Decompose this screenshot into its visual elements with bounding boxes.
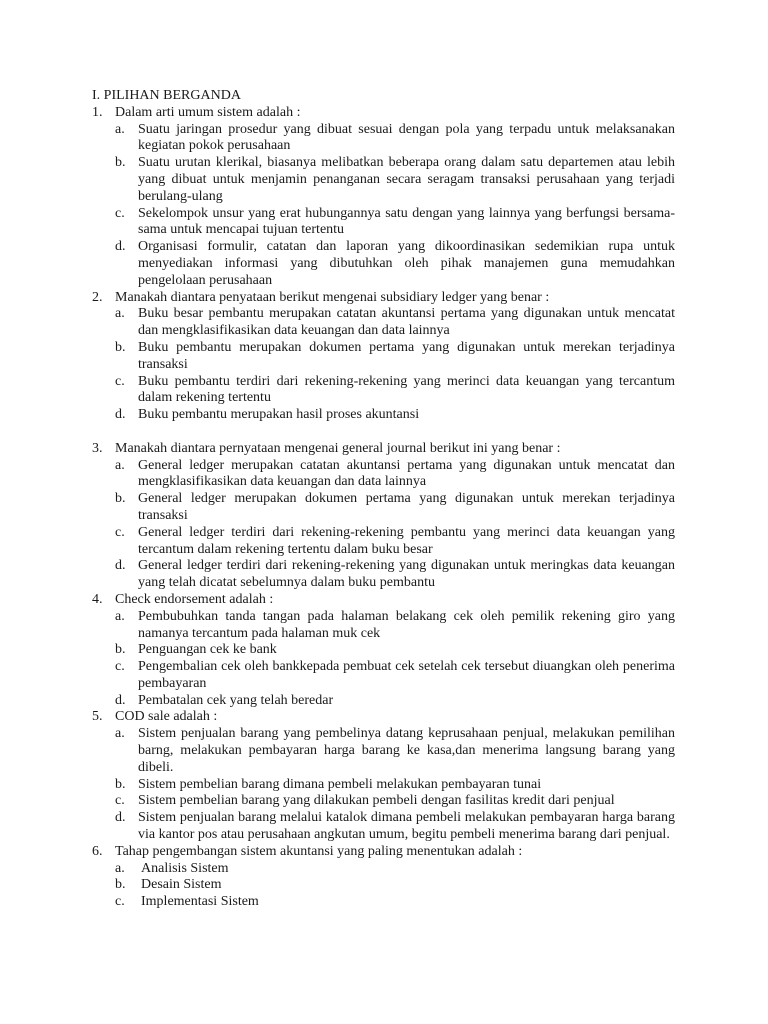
question-stem xyxy=(92,709,675,726)
answer-option xyxy=(115,122,675,156)
option-text: Buku besar pembantu merupakan catatan akuntansi pertama yang digunakan untuk mencatat dan mengklasifikasikan data keuangan dan data lainnya xyxy=(138,306,675,339)
question-number: 5. xyxy=(92,709,103,725)
option-text: Buku pembantu merupakan dokumen pertama yang digunakan untuk merekan terjadinya transaksi xyxy=(138,339,675,372)
answer-option xyxy=(115,374,675,408)
answer-option xyxy=(115,642,675,659)
answer-option xyxy=(115,306,675,340)
answer-option xyxy=(115,609,675,643)
question-number: 4. xyxy=(92,591,103,607)
answer-option xyxy=(115,239,675,289)
option-letter: c. xyxy=(115,793,125,809)
answer-option xyxy=(115,491,675,525)
answer-option xyxy=(115,458,675,492)
option-text: Penguangan cek ke bank xyxy=(138,642,277,658)
option-text: Sistem pembelian barang dimana pembeli melakukan pembayaran tunai xyxy=(138,776,542,792)
option-letter: d. xyxy=(115,692,126,708)
question-number: 1. xyxy=(92,104,103,120)
question-text: Manakah diantara pernyataan mengenai general journal berikut ini yang benar : xyxy=(115,440,561,456)
question-text: Check endorsement adalah : xyxy=(115,591,274,607)
question-text: Tahap pengembangan sistem akuntansi yang paling menentukan adalah : xyxy=(115,843,523,859)
answer-option xyxy=(115,810,675,844)
question-item xyxy=(92,844,675,911)
question-text: COD sale adalah : xyxy=(115,709,218,725)
answer-option xyxy=(115,894,675,911)
option-letter: a. xyxy=(115,608,125,624)
answer-option xyxy=(115,861,675,878)
answer-option xyxy=(115,777,675,794)
option-text: Implementasi Sistem xyxy=(141,894,259,910)
option-letter: c. xyxy=(115,894,125,910)
question-item xyxy=(92,441,675,592)
option-letter: a. xyxy=(115,121,125,137)
document-body xyxy=(92,88,675,911)
question-item xyxy=(92,290,675,424)
option-text: Pembatalan cek yang telah beredar xyxy=(138,692,334,708)
option-text: Sekelompok unsur yang erat hubungannya satu dengan yang lainnya yang berfungsi bersama-sama untuk mencapai tujuan tertentu xyxy=(138,205,675,238)
question-stem xyxy=(92,441,675,458)
section-title: I. PILIHAN BERGANDA xyxy=(92,88,241,103)
option-letter: c. xyxy=(115,524,125,540)
question-list xyxy=(92,105,675,911)
option-text: General ledger terdiri dari rekening-rekening pembantu yang merinci data keuangan yang tercantum dalam rekening tertentu dalam buku besar xyxy=(138,524,675,557)
question-text: Manakah diantara penyataan berikut mengenai subsidiary ledger yang benar : xyxy=(115,289,550,305)
option-list xyxy=(115,609,675,710)
option-letter: c. xyxy=(115,373,125,389)
answer-option xyxy=(115,726,675,776)
answer-option xyxy=(115,525,675,559)
option-text: Pembubuhkan tanda tangan pada halaman belakang cek oleh pemilik rekening giro yang namanya tercantum pada halaman muk cek xyxy=(138,608,675,641)
option-text: Organisasi formulir, catatan dan laporan yang dikoordinasikan sedemikian rupa untuk menyediakan informasi yang dibutuhkan oleh pihak manajemen guna memudahkan pengelolaan perusahaan xyxy=(138,239,675,288)
question-number: 3. xyxy=(92,440,103,456)
option-letter: b. xyxy=(115,155,126,171)
option-letter: a. xyxy=(115,726,125,742)
option-letter: d. xyxy=(115,558,126,574)
option-text: Buku pembantu terdiri dari rekening-rekening yang merinci data keuangan yang tercantum dalam rekening tertentu xyxy=(138,373,675,406)
option-text: General ledger merupakan catatan akuntansi pertama yang digunakan untuk mencatat dan mengklasifikasikan data keuangan dan data lainnya xyxy=(138,457,675,490)
question-item xyxy=(92,592,675,710)
option-letter: d. xyxy=(115,810,126,826)
question-item xyxy=(92,709,675,843)
option-list xyxy=(115,458,675,592)
answer-option xyxy=(115,558,675,592)
answer-option xyxy=(115,206,675,240)
question-stem xyxy=(92,592,675,609)
option-letter: a. xyxy=(115,860,125,876)
question-stem xyxy=(92,844,675,861)
option-letter: b. xyxy=(115,491,126,507)
question-text: Dalam arti umum sistem adalah : xyxy=(115,104,301,120)
answer-option xyxy=(115,693,675,710)
option-text: Sistem pembelian barang yang dilakukan pembeli dengan fasilitas kredit dari penjual xyxy=(138,793,615,809)
option-text: Sistem penjualan barang yang pembelinya datang keprusahaan penjual, melakukan pemilihan barng, melakukan pembayaran harga barang ke kasa,dan menerima langsung barang yang dibeli. xyxy=(138,726,675,775)
answer-option xyxy=(115,340,675,374)
question-item xyxy=(92,105,675,290)
question-number: 6. xyxy=(92,843,103,859)
option-letter: b. xyxy=(115,642,126,658)
option-text: Buku pembantu merupakan hasil proses akuntansi xyxy=(138,407,420,423)
option-letter: b. xyxy=(115,339,126,355)
option-list xyxy=(115,861,675,911)
option-text: Desain Sistem xyxy=(141,877,222,893)
option-list xyxy=(115,306,675,424)
option-text: Sistem penjualan barang melalui katalok dimana pembeli melakukan pembayaran harga barang via kantor pos atau perusahaan angkutan umum, begitu pembeli menerima barang dari penjual. xyxy=(138,810,675,843)
answer-option xyxy=(115,793,675,810)
option-list xyxy=(115,122,675,290)
answer-option xyxy=(115,659,675,693)
question-stem xyxy=(92,290,675,307)
answer-option xyxy=(115,877,675,894)
option-letter: a. xyxy=(115,457,125,473)
option-letter: b. xyxy=(115,776,126,792)
option-text: General ledger terdiri dari rekening-rekening yang digunakan untuk meringkas data keuangan yang telah dicatat sebelumnya dalam buku pembantu xyxy=(138,558,675,591)
option-letter: d. xyxy=(115,239,126,255)
question-number: 2. xyxy=(92,289,103,305)
option-letter: b. xyxy=(115,877,126,893)
option-list xyxy=(115,726,675,844)
option-text: Pengembalian cek oleh bankkepada pembuat cek setelah cek tersebut diuangkan oleh penerima pembayaran xyxy=(138,659,675,691)
question-stem xyxy=(92,105,675,122)
answer-option xyxy=(115,407,675,424)
answer-option xyxy=(115,155,675,205)
option-text: Suatu jaringan prosedur yang dibuat sesuai dengan pola yang terpadu untuk melaksanakan kegiatan pokok perusahaan xyxy=(138,121,675,154)
option-letter: d. xyxy=(115,407,126,423)
blank-line xyxy=(92,424,675,441)
option-letter: c. xyxy=(115,659,125,675)
option-letter: c. xyxy=(115,205,125,221)
option-text: General ledger merupakan dokumen pertama yang digunakan untuk merekan terjadinya transaksi xyxy=(138,491,675,523)
option-text: Analisis Sistem xyxy=(141,860,229,876)
option-letter: a. xyxy=(115,306,125,322)
option-text: Suatu urutan klerikal, biasanya melibatkan beberapa orang dalam satu departemen atau lebih yang dibuat untuk menjamin penanganan secara seragam transaksi perusahaan yang terjadi berulang-ulang xyxy=(138,155,675,204)
